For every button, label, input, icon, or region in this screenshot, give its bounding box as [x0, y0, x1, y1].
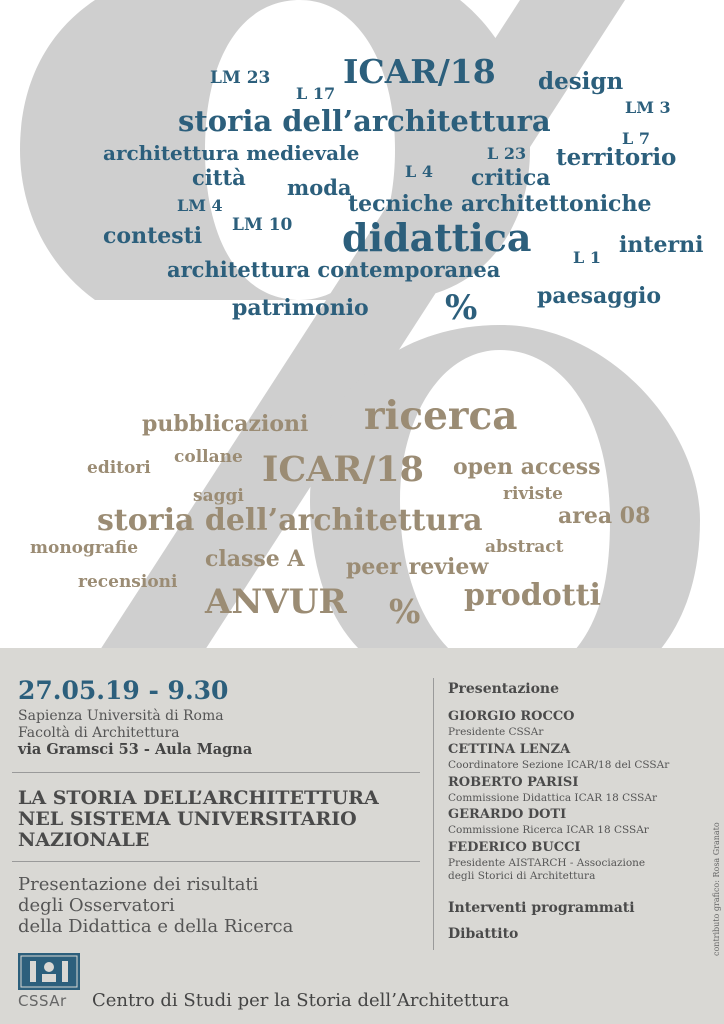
- speaker-name: GIORGIO ROCCO: [448, 709, 575, 724]
- cloud-word: storia dell’architettura: [97, 503, 483, 538]
- cloud-word: LM 23: [210, 68, 271, 88]
- cloud-word: %: [445, 288, 478, 328]
- cloud-word: ICAR/18: [262, 449, 424, 490]
- program-dibattito: Dibattito: [448, 926, 519, 942]
- cloud-word: L 17: [296, 84, 336, 103]
- event-title-line: NAZIONALE: [18, 829, 150, 851]
- cloud-word: tecniche architettoniche: [348, 191, 652, 217]
- cloud-word: L 23: [487, 144, 527, 163]
- cloud-word: abstract: [485, 537, 564, 557]
- program-heading: Presentazione: [448, 681, 560, 697]
- cloud-word: ICAR/18: [343, 52, 496, 91]
- cloud-word: open access: [453, 454, 601, 480]
- cloud-word: monografie: [30, 538, 139, 558]
- cloud-word: ANVUR: [205, 582, 347, 622]
- logo-text: CSSAr: [18, 992, 67, 1010]
- event-subtitle-line: degli Osservatori: [18, 895, 175, 916]
- speaker-role: Commissione Didattica ICAR 18 CSSAr: [448, 792, 657, 804]
- organization-name: Centro di Studi per la Storia dell’Architettura: [92, 990, 510, 1011]
- divider: [12, 861, 420, 862]
- event-subtitle-line: della Didattica e della Ricerca: [18, 916, 294, 937]
- speaker-name: ROBERTO PARISI: [448, 775, 579, 790]
- cloud-word: area 08: [558, 503, 651, 529]
- cloud-word: L 1: [573, 248, 601, 267]
- cloud-word: classe A: [205, 546, 305, 572]
- speaker-role: Presidente CSSAr: [448, 726, 544, 738]
- cssar-logo-icon: [18, 953, 80, 990]
- cloud-word: L 7: [622, 129, 650, 148]
- cloud-word: storia dell’architettura: [178, 104, 551, 138]
- cloud-word: design: [538, 68, 624, 95]
- venue-line: Facoltà di Architettura: [18, 725, 180, 741]
- cloud-word: %: [389, 592, 421, 631]
- speaker-role: Presidente AISTARCH - Associazione: [448, 857, 646, 869]
- speaker-name: CETTINA LENZA: [448, 742, 571, 757]
- speaker-role: degli Storici di Architettura: [448, 870, 596, 882]
- event-subtitle-line: Presentazione dei risultati: [18, 874, 259, 895]
- speaker-name: FEDERICO BUCCI: [448, 840, 581, 855]
- event-title-line: LA STORIA DELL’ARCHITETTURA: [18, 787, 379, 809]
- cloud-word: prodotti: [464, 578, 601, 613]
- speaker-role: Commissione Ricerca ICAR 18 CSSAr: [448, 824, 649, 836]
- cloud-word: peer review: [346, 554, 489, 580]
- cloud-word: editori: [87, 458, 151, 478]
- venue-address: via Gramsci 53 - Aula Magna: [18, 741, 253, 758]
- cloud-word: architettura medievale: [103, 141, 360, 165]
- cloud-word: collane: [174, 447, 243, 467]
- cloud-word: LM 3: [625, 98, 671, 117]
- cloud-word: architettura contemporanea: [167, 257, 501, 282]
- graphic-credit: contributo grafico: Rosa Granato: [712, 822, 721, 956]
- venue-line: Sapienza Università di Roma: [18, 708, 224, 724]
- program-interventi: Interventi programmati: [448, 900, 635, 916]
- cloud-word: moda: [287, 175, 352, 200]
- cloud-word: contesti: [103, 223, 203, 249]
- cloud-word: recensioni: [78, 572, 178, 592]
- event-date-time: 27.05.19 - 9.30: [18, 676, 229, 705]
- divider: [12, 772, 420, 773]
- cloud-word: LM 4: [177, 196, 223, 215]
- cloud-word: saggi: [193, 486, 244, 506]
- cloud-word: riviste: [503, 484, 563, 504]
- speaker-name: GERARDO DOTI: [448, 807, 567, 822]
- cloud-word: L 4: [405, 162, 433, 181]
- speaker-role: Coordinatore Sezione ICAR/18 del CSSAr: [448, 759, 670, 771]
- cloud-word: interni: [619, 232, 704, 258]
- cloud-word: pubblicazioni: [142, 411, 309, 437]
- column-divider: [433, 678, 434, 950]
- cloud-word: territorio: [556, 144, 677, 171]
- cloud-word: ricerca: [364, 393, 518, 439]
- event-title-line: NEL SISTEMA UNIVERSITARIO: [18, 808, 357, 830]
- cloud-word: patrimonio: [232, 295, 369, 321]
- cloud-word: paesaggio: [537, 283, 662, 309]
- cloud-word: critica: [471, 165, 551, 191]
- cloud-word: LM 10: [232, 215, 293, 235]
- cloud-word: didattica: [342, 215, 532, 260]
- cloud-word: città: [192, 165, 246, 190]
